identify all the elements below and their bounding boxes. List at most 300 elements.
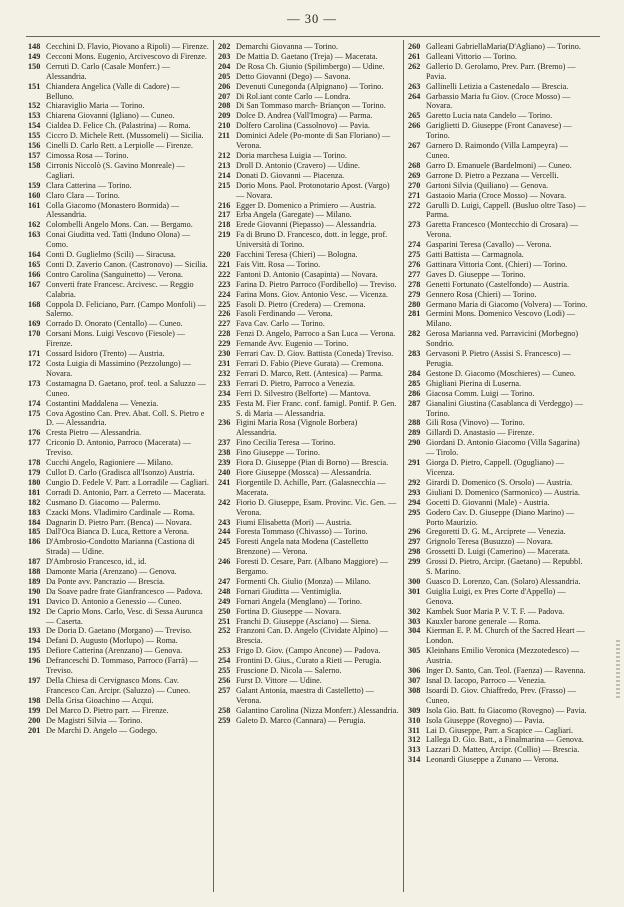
list-item — [218, 478, 399, 498]
list-item — [408, 498, 589, 508]
entry-number: 171 — [28, 349, 41, 359]
list-item — [408, 527, 589, 537]
list-item — [408, 62, 589, 82]
entry-number: 288 — [408, 418, 421, 428]
list-item — [218, 300, 399, 310]
list-item — [28, 399, 209, 409]
entry-text: Fava Cav. Carlo — Torino. — [236, 319, 325, 329]
list-item — [408, 161, 589, 171]
entry-number: 185 — [28, 527, 41, 537]
list-item — [28, 329, 209, 349]
entry-number: 238 — [218, 448, 231, 458]
entry-text: Corradi D. Antonio, Parr. a Cerreto — Macerata. — [46, 487, 206, 497]
entry-number: 161 — [28, 200, 41, 210]
entry-number: 257 — [218, 685, 231, 695]
entry-text: Gariglietti D. Giuseppe (Front Canavese) — Torino. — [426, 121, 572, 141]
entry-number: 167 — [28, 279, 41, 289]
column-divider — [213, 40, 214, 892]
entry-number: 303 — [408, 616, 421, 626]
entry-number: 235 — [218, 398, 231, 408]
entry-text: Ghigliani Pierina di Luserna. — [426, 378, 522, 388]
entry-number: 178 — [28, 458, 41, 468]
list-item — [408, 726, 589, 736]
list-item — [218, 92, 399, 102]
entry-text: Isola Gio. Batt. fu Giacomo (Rovegno) — Pavia. — [426, 705, 587, 715]
entry-text: Fasoli Ferdinando — Verona. — [236, 309, 333, 319]
list-item — [218, 626, 399, 646]
list-item — [408, 369, 589, 379]
list-item — [28, 577, 209, 587]
entry-text: Corrado D. Onorato (Centallo) — Cuneo. — [46, 319, 183, 329]
list-item — [28, 597, 209, 607]
entry-text: Grossi D. Pietro, Arcipr. (Gaetano) — Repubbl. S. Marino. — [426, 557, 583, 577]
entry-number: 175 — [28, 408, 41, 418]
list-item — [28, 626, 209, 636]
list-item — [28, 379, 209, 399]
entry-number: 230 — [218, 349, 231, 359]
list-item — [218, 418, 399, 438]
entry-number: 193 — [28, 626, 41, 636]
list-item — [28, 696, 209, 706]
entry-text: Demarchi Giovanna — Torino. — [236, 42, 339, 51]
list-item — [218, 399, 399, 419]
entry-number: 153 — [28, 111, 41, 121]
entry-number: 252 — [218, 626, 231, 636]
entry-text: Fasoli D. Pietro (Credera) — Cremona. — [236, 299, 366, 309]
list-item — [28, 250, 209, 260]
entry-text: Germini Mons. Domenico Vescovo (Lodi) — Milano. — [426, 309, 576, 329]
entry-number: 298 — [408, 547, 421, 557]
entry-number: 207 — [218, 91, 231, 101]
entry-number: 215 — [218, 180, 231, 190]
entry-text: Kleinhans Emilio Veronica (Mezzotedesco) — Austria. — [426, 646, 580, 666]
entry-number: 248 — [218, 586, 231, 596]
list-item — [28, 359, 209, 379]
entry-number: 160 — [28, 190, 41, 200]
list-item — [218, 131, 399, 151]
entry-number: 302 — [408, 606, 421, 616]
entry-number: 214 — [218, 170, 231, 180]
entry-number: 275 — [408, 250, 421, 260]
entry-text: Isola Giuseppe (Rovegno) — Pavia. — [426, 715, 545, 725]
entry-number: 243 — [218, 517, 231, 527]
entry-text: Coppola D. Feliciano, Parr. (Campo Monfoli) — Salerno. — [46, 299, 206, 319]
list-item — [28, 141, 209, 151]
list-item — [28, 260, 209, 270]
entry-number: 290 — [408, 438, 421, 448]
list-item — [218, 220, 399, 230]
column-3 — [408, 42, 589, 897]
entry-number: 262 — [408, 61, 421, 71]
list-item — [28, 716, 209, 726]
list-item — [28, 319, 209, 329]
entry-number: 310 — [408, 715, 421, 725]
entry-number: 196 — [28, 656, 41, 666]
entry-number: 281 — [408, 309, 421, 319]
entry-text: Di Rol.iant conte Carlo — Londra. — [236, 91, 351, 101]
list-item — [218, 339, 399, 349]
entry-number: 237 — [218, 438, 231, 448]
entry-number: 221 — [218, 259, 231, 269]
entry-text: Genetti Fortunato (Castelfondo) — Austria. — [426, 279, 570, 289]
entry-text: Lallega D. Gio. Batt., a Finalmarina — Genova. — [426, 735, 584, 745]
entry-text: Garetta Francesco (Montecchio di Crosara) — Verona. — [426, 220, 579, 240]
entry-text: Gregoretti D. G. M., Arciprete — Venezia. — [426, 527, 566, 537]
entry-text: Giordani D. Antonio Giacomo (Villa Sagarina) — Tirolo. — [426, 438, 580, 458]
entry-text: Franchi D. Giuseppe (Asciano) — Siena. — [236, 616, 371, 626]
list-item — [408, 349, 589, 369]
entry-number: 177 — [28, 438, 41, 448]
entry-text: Guiglia Luigi, ex Pres Corte d'Appello) — Genova. — [426, 586, 566, 606]
entry-text: Inger D. Santo, Can. Teol. (Faenza) — Ravenna. — [426, 666, 586, 676]
entry-number: 284 — [408, 368, 421, 378]
entry-number: 292 — [408, 477, 421, 487]
entry-text: Foresti D. Cesare, Parr. (Albano Maggiore) — Bergamo. — [236, 557, 389, 577]
entry-number: 227 — [218, 319, 231, 329]
entry-text: Lazzari D. Matteo, Arcipr. (Collio) — Brescia. — [426, 745, 580, 755]
entry-number: 203 — [218, 51, 231, 61]
entry-text: Gatti Battista — Carmagnola. — [426, 250, 524, 260]
list-item — [408, 577, 589, 587]
entry-text: Cucchi Angelo, Ragioniere — Milano. — [46, 458, 173, 468]
entry-number: 263 — [408, 81, 421, 91]
entry-text: Defani D. Augusto (Morlupo) — Roma. — [46, 636, 178, 646]
list-item — [408, 716, 589, 726]
entry-text: Fruscione D. Nicola — Salerno. — [236, 666, 342, 676]
list-item — [28, 607, 209, 627]
entry-text: Di San Tommaso march- Briançon — Torino. — [236, 101, 386, 111]
entry-text: Converti frate Francesc. Arcivesc. — Reggio Calabria. — [46, 279, 194, 299]
entry-text: De Marchi D. Angelo — Godego. — [46, 725, 158, 735]
entry-number: 314 — [408, 755, 421, 765]
list-item — [408, 626, 589, 646]
entry-text: Germano Maria di Giacomo (Volvera) — Torino. — [426, 299, 588, 309]
entry-text: Lai D. Giuseppe, Parr. a Scapice — Cagliari. — [426, 725, 574, 735]
list-item — [218, 557, 399, 577]
entry-number: 149 — [28, 51, 41, 61]
entry-text: Gallinelli Letizia a Castenedalo — Brescia. — [426, 81, 569, 91]
entry-text: Defranceschi D. Tommaso, Parroco (Farrà) — Treviso. — [46, 656, 198, 676]
entry-text: Da Soave padre frate Gianfrancesco — Padova. — [46, 586, 203, 596]
list-item — [408, 82, 589, 92]
entry-text: Galleani Vittorio — Torino. — [426, 51, 517, 61]
list-item — [28, 468, 209, 478]
page-number: — 30 — — [287, 12, 337, 26]
list-item — [408, 300, 589, 310]
entry-text: Garro D. Emanuele (Bardelmoni) — Cuneo. — [426, 160, 572, 170]
entry-text: Cinelli D. Carlo Rett. a Lerpiolle — Firenze. — [46, 141, 193, 151]
entry-number: 182 — [28, 497, 41, 507]
entry-number: 280 — [408, 299, 421, 309]
list-item — [218, 607, 399, 617]
list-item — [408, 587, 589, 607]
entry-number: 174 — [28, 398, 41, 408]
entry-number: 225 — [218, 299, 231, 309]
entry-number: 179 — [28, 467, 41, 477]
entry-text: Kauxler barone generale — Roma. — [426, 616, 541, 626]
list-item — [218, 230, 399, 250]
list-item — [218, 448, 399, 458]
entry-number: 154 — [28, 121, 41, 131]
entry-number: 176 — [28, 428, 41, 438]
entry-number: 195 — [28, 646, 41, 656]
entry-text: Grignolo Teresa (Busuzzo) — Novara. — [426, 537, 553, 547]
entry-text: Conai Giuditta ved. Tatti (Induno Olona) — Como. — [46, 230, 191, 250]
list-item — [28, 300, 209, 320]
list-item — [218, 260, 399, 270]
list-item — [28, 151, 209, 161]
list-item — [408, 617, 589, 627]
list-item — [218, 250, 399, 260]
list-item — [218, 171, 399, 181]
entry-number: 245 — [218, 537, 231, 547]
entry-text: Clara Catterina — Torino. — [46, 180, 132, 190]
list-item — [28, 567, 209, 577]
entry-number: 199 — [28, 705, 41, 715]
entry-text: Gartoni Silvia (Quiliano) — Genova. — [426, 180, 549, 190]
list-item — [408, 290, 589, 300]
list-item — [28, 121, 209, 131]
list-item — [218, 62, 399, 72]
entry-number: 305 — [408, 646, 421, 656]
entry-text: Galantino Carolina (Nizza Monferr.) Alessandria. — [236, 705, 399, 715]
entry-text: Cerruti D. Carlo (Casale Monferr.) — Alessandria. — [46, 61, 170, 81]
list-item — [28, 131, 209, 141]
entry-text: Chiarena Giovanni (Igliano) — Cuneo. — [46, 111, 175, 121]
entry-text: Fino Cecilia Teresa — Torino. — [236, 438, 336, 448]
list-item — [408, 240, 589, 250]
entry-number: 294 — [408, 497, 421, 507]
list-item — [28, 438, 209, 458]
entry-text: Formenti Ch. Giulio (Monza) — Milano. — [236, 576, 371, 586]
entry-number: 266 — [408, 121, 421, 131]
list-item — [28, 62, 209, 82]
entry-text: Fortina D. Giuseppe — Novara. — [236, 606, 342, 616]
entry-number: 172 — [28, 359, 41, 368]
entry-text: Garetto Lucia nata Candelo — Torino. — [426, 111, 553, 121]
entry-text: Leonardi Giuseppe a Zunano — Verona. — [426, 755, 559, 765]
entry-text: Costantini Maddalena — Venezia. — [46, 398, 159, 408]
entry-text: Festa M. Fier Franc. conf. famigl. Pontif. P. Gen. S. di Maria — Alessandria. — [236, 398, 397, 418]
list-item — [28, 527, 209, 537]
entry-number: 289 — [408, 428, 421, 438]
list-item — [218, 280, 399, 290]
list-item — [28, 478, 209, 488]
list-item — [28, 636, 209, 646]
entry-text: Gillardi D. Anastasio — Firenze. — [426, 428, 535, 438]
entry-text: Colla Giacomo (Monastero Bormida) — Alessandria. — [46, 200, 180, 220]
list-item — [28, 220, 209, 230]
entry-number: 159 — [28, 180, 41, 190]
entry-text: De Mattia D. Gaetano (Treja) — Macerata. — [236, 51, 378, 61]
entry-number: 209 — [218, 111, 231, 121]
list-item — [408, 250, 589, 260]
list-item — [408, 745, 589, 755]
entry-text: Costa Luigia di Massimino (Pezzolungo) — Novara. — [46, 359, 191, 378]
list-item — [408, 676, 589, 686]
entry-text: Galeto D. Marco (Cannara) — Perugia. — [236, 715, 366, 725]
list-item — [408, 666, 589, 676]
entry-number: 168 — [28, 299, 41, 309]
entry-text: Gili Rosa (Vinovo) — Torino. — [426, 418, 525, 428]
entry-text: Gattinara Vittoria Cont. (Chieri) — Torino. — [426, 259, 568, 269]
entry-number: 259 — [218, 715, 231, 725]
entry-text: Gastaoio Maria (Croce Mosso) — Novara. — [426, 190, 567, 200]
list-item — [408, 686, 589, 706]
entry-number: 162 — [28, 220, 41, 230]
entry-number: 164 — [28, 250, 41, 260]
list-item — [218, 666, 399, 676]
entry-text: Contro Carolina (Sanguinetto) — Verona. — [46, 269, 183, 279]
entry-text: Ferrari D. Fabio (Pieve Gurata) — Cremona. — [236, 359, 384, 368]
entry-number: 204 — [218, 61, 231, 71]
list-item — [218, 617, 399, 627]
entry-text: De Rosa Ch. Giunio (Spilimbergo) — Udine. — [236, 61, 385, 71]
list-item — [408, 220, 589, 240]
entry-text: Della Chiesa di Cervignasco Mons. Cav. Francesco Can. Arcipr. (Saluzzo) — Cuneo. — [46, 676, 191, 695]
entry-number: 224 — [218, 289, 231, 299]
entry-number: 187 — [28, 557, 41, 567]
entry-text: Chiandera Angelica (Valle di Cadore) — Belluno. — [46, 81, 180, 101]
entry-number: 282 — [408, 329, 421, 339]
entry-number: 312 — [408, 735, 421, 745]
list-item — [28, 42, 209, 52]
entry-text: Gianalini Giustina (Casablanca di Verdeggo) — Torino. — [426, 398, 583, 418]
list-item — [218, 458, 399, 468]
entry-number: 198 — [28, 695, 41, 705]
entry-text: Colombelli Angelo Mons. Can. — Bergamo. — [46, 220, 193, 230]
list-item — [408, 735, 589, 745]
entry-text: Isnal D. Iacopo, Parroco — Venezia. — [426, 676, 546, 685]
entry-text: Cullot D. Carlo (Gradisca all'Isonzo) Austria. — [46, 467, 195, 477]
entry-number: 217 — [218, 210, 231, 220]
list-item — [218, 42, 399, 52]
list-item — [408, 537, 589, 547]
entry-number: 234 — [218, 388, 231, 398]
list-item — [408, 646, 589, 666]
entry-number: 218 — [218, 220, 231, 230]
entry-text: Conti D. Zaverio Canon. (Castronovo) — Sicilia. — [46, 259, 208, 269]
entry-text: Dolce D. Andrea (Vall'Imogra) — Parma. — [236, 111, 373, 121]
entry-number: 197 — [28, 676, 41, 685]
list-item — [408, 508, 589, 528]
entry-number: 191 — [28, 596, 41, 606]
entry-text: Claro Clara — Torino. — [46, 190, 120, 200]
entry-text: Chiaraviglio Maria — Torino. — [46, 101, 145, 111]
entry-number: 308 — [408, 685, 421, 695]
entry-text: Dall'Oca Bianca D. Luca, Rettore a Verona. — [46, 527, 189, 537]
list-item — [218, 389, 399, 399]
list-item — [28, 557, 209, 567]
entry-text: Frontini D. Gius., Curato a Rieti — Perugia. — [236, 656, 382, 666]
entry-number: 189 — [28, 576, 41, 586]
entry-number: 254 — [218, 656, 231, 666]
list-item — [218, 329, 399, 339]
entry-text: Farina D. Pietro Parroco (Fordibello) — Treviso. — [236, 279, 397, 289]
entry-number: 163 — [28, 230, 41, 240]
entry-text: Foresti Angela nata Modena (Castelletto Brenzone) — Verona. — [236, 537, 369, 557]
entry-number: 231 — [218, 359, 231, 368]
list-item — [218, 52, 399, 62]
list-item — [218, 646, 399, 656]
entry-text: Cova Agostino Can. Prev. Abat. Coll. S. Pietro e D. — Alessandria. — [46, 408, 205, 428]
list-item — [28, 587, 209, 597]
entry-number: 270 — [408, 180, 421, 190]
entry-number: 246 — [218, 557, 231, 567]
entry-text: Cimossa Rosa — Torino. — [46, 150, 129, 160]
entry-text: Cresta Pietro — Alessandria. — [46, 428, 142, 438]
entry-number: 202 — [218, 42, 231, 51]
entry-number: 173 — [28, 378, 41, 388]
list-item — [218, 111, 399, 121]
entry-number: 260 — [408, 42, 421, 51]
list-item — [408, 478, 589, 488]
list-item — [28, 270, 209, 280]
margin-mark — [616, 640, 620, 700]
entry-text: Garnero D. Raimondo (Villa Lampeyra) — Cuneo. — [426, 141, 568, 160]
entry-text: D'Ambrosio-Condotto Marianna (Castiona di Strada) — Udine. — [46, 537, 195, 557]
entry-number: 229 — [218, 339, 231, 349]
list-item — [218, 82, 399, 92]
entry-number: 244 — [218, 527, 231, 537]
entry-text: Conti D. Guglielmo (Scili) — Siracusa. — [46, 250, 176, 260]
list-item — [218, 101, 399, 111]
entry-number: 287 — [408, 398, 421, 408]
entry-text: Droll D. Antonio (Cravero) — Udine. — [236, 160, 360, 170]
entry-text: Cirronis Niccolò (S. Gavino Monreale) — Cagliari. — [46, 160, 185, 180]
list-item — [408, 428, 589, 438]
entry-number: 219 — [218, 230, 231, 240]
list-item — [28, 508, 209, 518]
entry-number: 213 — [218, 160, 231, 170]
entry-number: 286 — [408, 388, 421, 398]
entry-number: 293 — [408, 487, 421, 497]
entry-number: 258 — [218, 705, 231, 715]
list-item — [408, 141, 589, 161]
list-item — [408, 438, 589, 458]
list-item — [408, 547, 589, 557]
entry-text: Gervasoni P. Pietro (Assisi S. Francesco) — Perugia. — [426, 349, 571, 368]
entry-text: Fantoni D. Antonio (Casapinta) — Novara. — [236, 269, 378, 279]
entry-text: Devenuti Cunegonda (Alpignano) — Torino. — [236, 81, 384, 91]
column-divider — [403, 40, 404, 892]
entry-number: 205 — [218, 71, 231, 81]
entry-number: 233 — [218, 378, 231, 388]
entry-text: Giorga D. Pietro, Cappell. (Ogugliano) — Vicenza. — [426, 458, 565, 477]
entry-number: 304 — [408, 626, 421, 636]
list-item — [408, 280, 589, 290]
entry-text: Ferrari D. Marco, Rett. (Antesica) — Parma. — [236, 368, 383, 378]
entry-text: Furst D. Vittore — Udine. — [236, 676, 322, 685]
list-item — [218, 270, 399, 280]
entry-text: Fiumi Elisabetta (Mori) — Austria. — [236, 517, 352, 527]
list-item — [218, 210, 399, 220]
list-item — [28, 726, 209, 736]
entry-number: 184 — [28, 517, 41, 527]
list-item — [28, 101, 209, 111]
entry-number: 181 — [28, 487, 41, 497]
entry-number: 313 — [408, 745, 421, 755]
list-item — [28, 646, 209, 656]
entry-text: Galant Antonia, maestra di Castelletto) — Verona. — [236, 685, 374, 705]
entry-number: 271 — [408, 190, 421, 200]
entry-text: Criconio D. Antonio, Parroco (Macerata) — Treviso. — [46, 438, 191, 458]
entry-text: Ferri D. Silvestro (Belforte) — Mantova. — [236, 388, 371, 398]
list-item — [408, 607, 589, 617]
entry-text: Czacki Mons. Vladimiro Cardinale — Roma. — [46, 507, 195, 517]
list-item — [28, 706, 209, 716]
entry-text: Garbassio Maria fu Giov. (Croce Mosso) — Novara. — [426, 91, 571, 111]
